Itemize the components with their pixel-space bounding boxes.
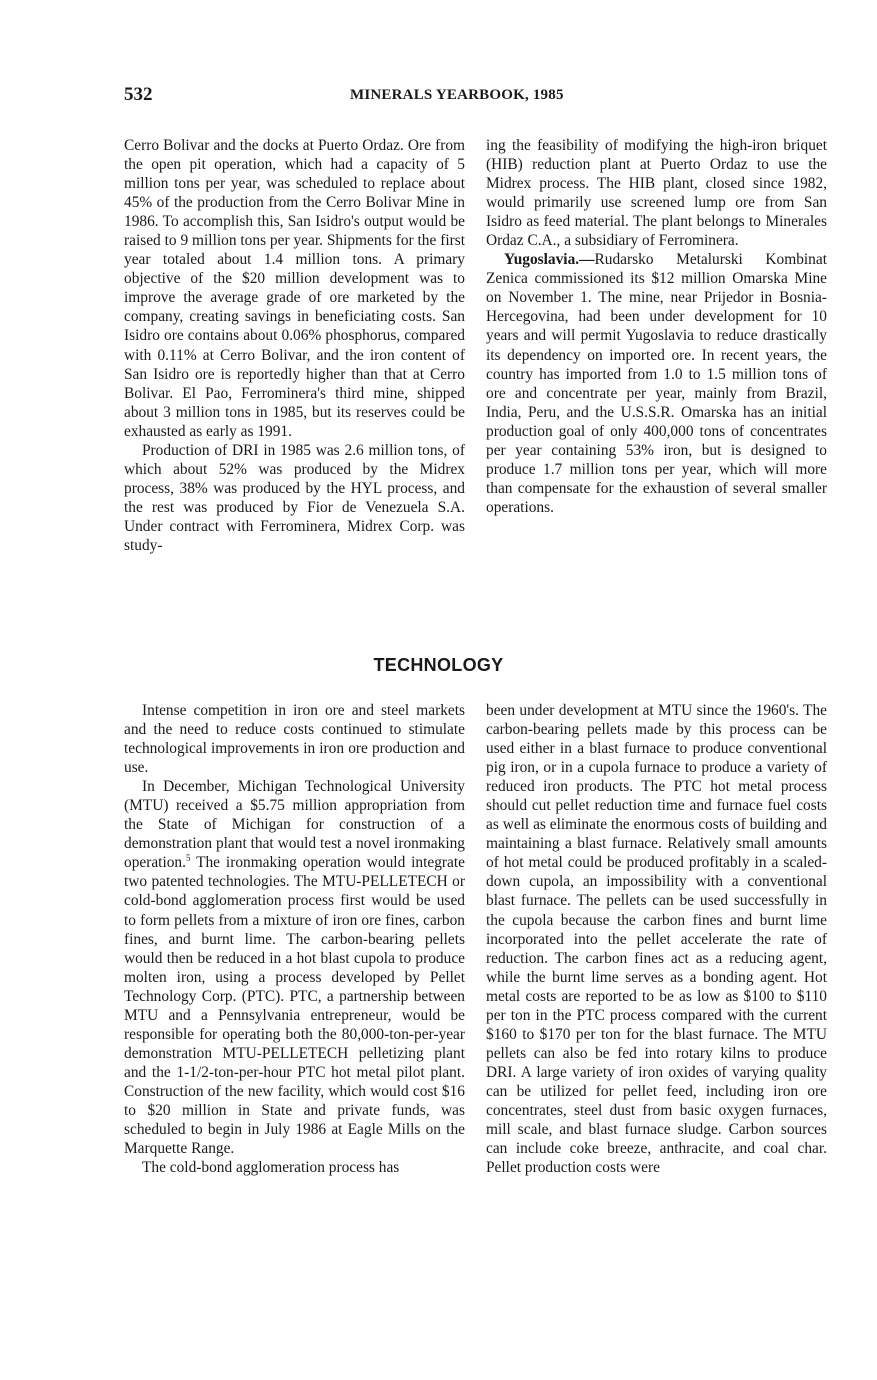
mtu-text-a: In December, Michigan Technological University (MTU) received a $5.75 million appropriation from the State of Michigan for construction of a demonstration plant that would test a novel ironmaking operation.: [124, 778, 465, 872]
yugoslavia-body: Rudarsko Metalurski Kombinat Zenica commissioned its $12 million Omarska Mine on November 1. The mine, near Prijedor in Bosnia-Hercegovina, had been under development for 10 years and will permit Yugoslavia to reduce drastically its dependency on imported ore. In recent years, the country has imported from 1.0 to 1.5 million tons of ore and concentrate per year, mainly from Brazil, India, Peru, and the U.S.S.R. Omarska has an initial production goal of only 400,000 tons of concentrates per year containing 53% iron, but is designed to produce 1.7 million tons per year, which will more than compensate for the exhaustion of several smaller operations.: [486, 251, 827, 516]
paragraph-pellets: been under development at MTU since the 1960's. The carbon-bearing pellets made by this process can be used either in a blast furnace to produce conventional pig iron, or in a cupola furnace to produce a variety of reduced iron products. The PTC hot metal process should cut pellet reduction time and furnace fuel costs as well as eliminate the enormous costs of building and maintaining a blast furnace. Relatively small amounts of hot metal could be produced profitably in a scaled-down cupola, an impossibility with a conventional blast furnace. The pellets can be used successfully in the cupola because the carbon fines and burnt lime incorporated into the pellet accelerate the rate of reduction. The carbon fines act as a reducing agent, while the burnt lime serves as a bonding agent. Hot metal costs are reported to be as low as $100 to $110 per ton in the PTC process compared with the current $160 to $170 per ton for the blast furnace. The MTU pellets can also be fed into rotary kilns to produce DRI. A large variety of iron oxides of varying quality can be utilized for pellet feed, including iron ore concentrates, steel dust from basic oxygen furnaces, mill scale, and blast furnace sludge. Carbon sources can include coke breeze, anthracite, and coal char. Pellet production costs were: [486, 702, 827, 1177]
paragraph-yugoslavia: [486, 250, 827, 517]
section-heading-technology: TECHNOLOGY: [373, 655, 504, 675]
paragraph-cold-bond: The cold-bond agglomeration process has: [142, 1159, 400, 1177]
paragraph-competition: Intense competition in iron ore and steel markets and the need to reduce costs continued to stimulate technological improvements in iron ore production and use.: [124, 702, 465, 777]
running-head: MINERALS YEARBOOK, 1985: [350, 87, 564, 103]
footnote-marker: 5: [185, 853, 191, 864]
technology-left-column: [124, 701, 465, 1177]
paragraph-san-isidro: Cerro Bolivar and the docks at Puerto Ordaz. Ore from the open pit operation, which had a capacity of 5 million tons per year, was scheduled to replace about 45% of the production from the Cerro Bolivar Mine in 1986. To accomplish this, San Isidro's output would be raised to 9 million tons per year. Shipments for the first year totaled about 1.4 million tons. A primary objective of the $20 million development was to improve the average grade of ore marketed by the company, creating savings in beneficiating costs. San Isidro ore contains about 0.06% phosphorus, compared with 0.11% at Cerro Bolivar, and the iron content of San Isidro ore is reportedly higher than that at Cerro Bolivar. El Pao, Ferrominera's third mine, shipped about 3 million tons in 1985, but its reserves could be exhausted as early as 1991.: [124, 137, 465, 440]
upper-right-column: [486, 136, 827, 517]
yugoslavia-lead: Yugoslavia.—: [504, 251, 595, 269]
paragraph-mtu: [124, 777, 465, 1158]
technology-right-column: [486, 701, 827, 1177]
upper-left-column: [124, 136, 465, 555]
page-number: 532: [124, 84, 153, 105]
paragraph-dri-production: Production of DRI in 1985 was 2.6 million tons, of which about 52% was produced by the Midrex process, 38% was produced by the HYL process, and the rest was produced by Fior de Venezuela S.A. Under contract with Ferrominera, Midrex Corp. was study-: [124, 441, 465, 554]
mtu-text-b: The ironmaking operation would integrate two patented technologies. The MTU-PELLETECH or cold-bond agglomeration process first would be used to form pellets from a mixture of iron ore fines, carbon fines, and burnt lime. The carbon-bearing pellets would then be reduced in a hot blast cupola to produce molten iron, using a process developed by Pellet Technology Corp. (PTC). PTC, a partnership between MTU and a Pennsylvania entrepreneur, would be responsible for operating both the 80,000-ton-per-year demonstration MTU-PELLETECH pelletizing plant and the 1-1/2-ton-per-hour PTC hot metal pilot plant. Construction of the new facility, which would cost $16 to $20 million in State and private funds, was scheduled to begin in July 1986 at Eagle Mills on the Marquette Range.: [124, 854, 465, 1158]
paragraph-hib-plant: ing the feasibility of modifying the high-iron briquet (HIB) reduction plant at Puerto Ordaz to use the Midrex process. The HIB plant, closed since 1982, would primarily use screened lump ore from San Isidro as feed material. The plant belongs to Minerales Ordaz C.A., a subsidiary of Ferrominera.: [486, 137, 827, 250]
